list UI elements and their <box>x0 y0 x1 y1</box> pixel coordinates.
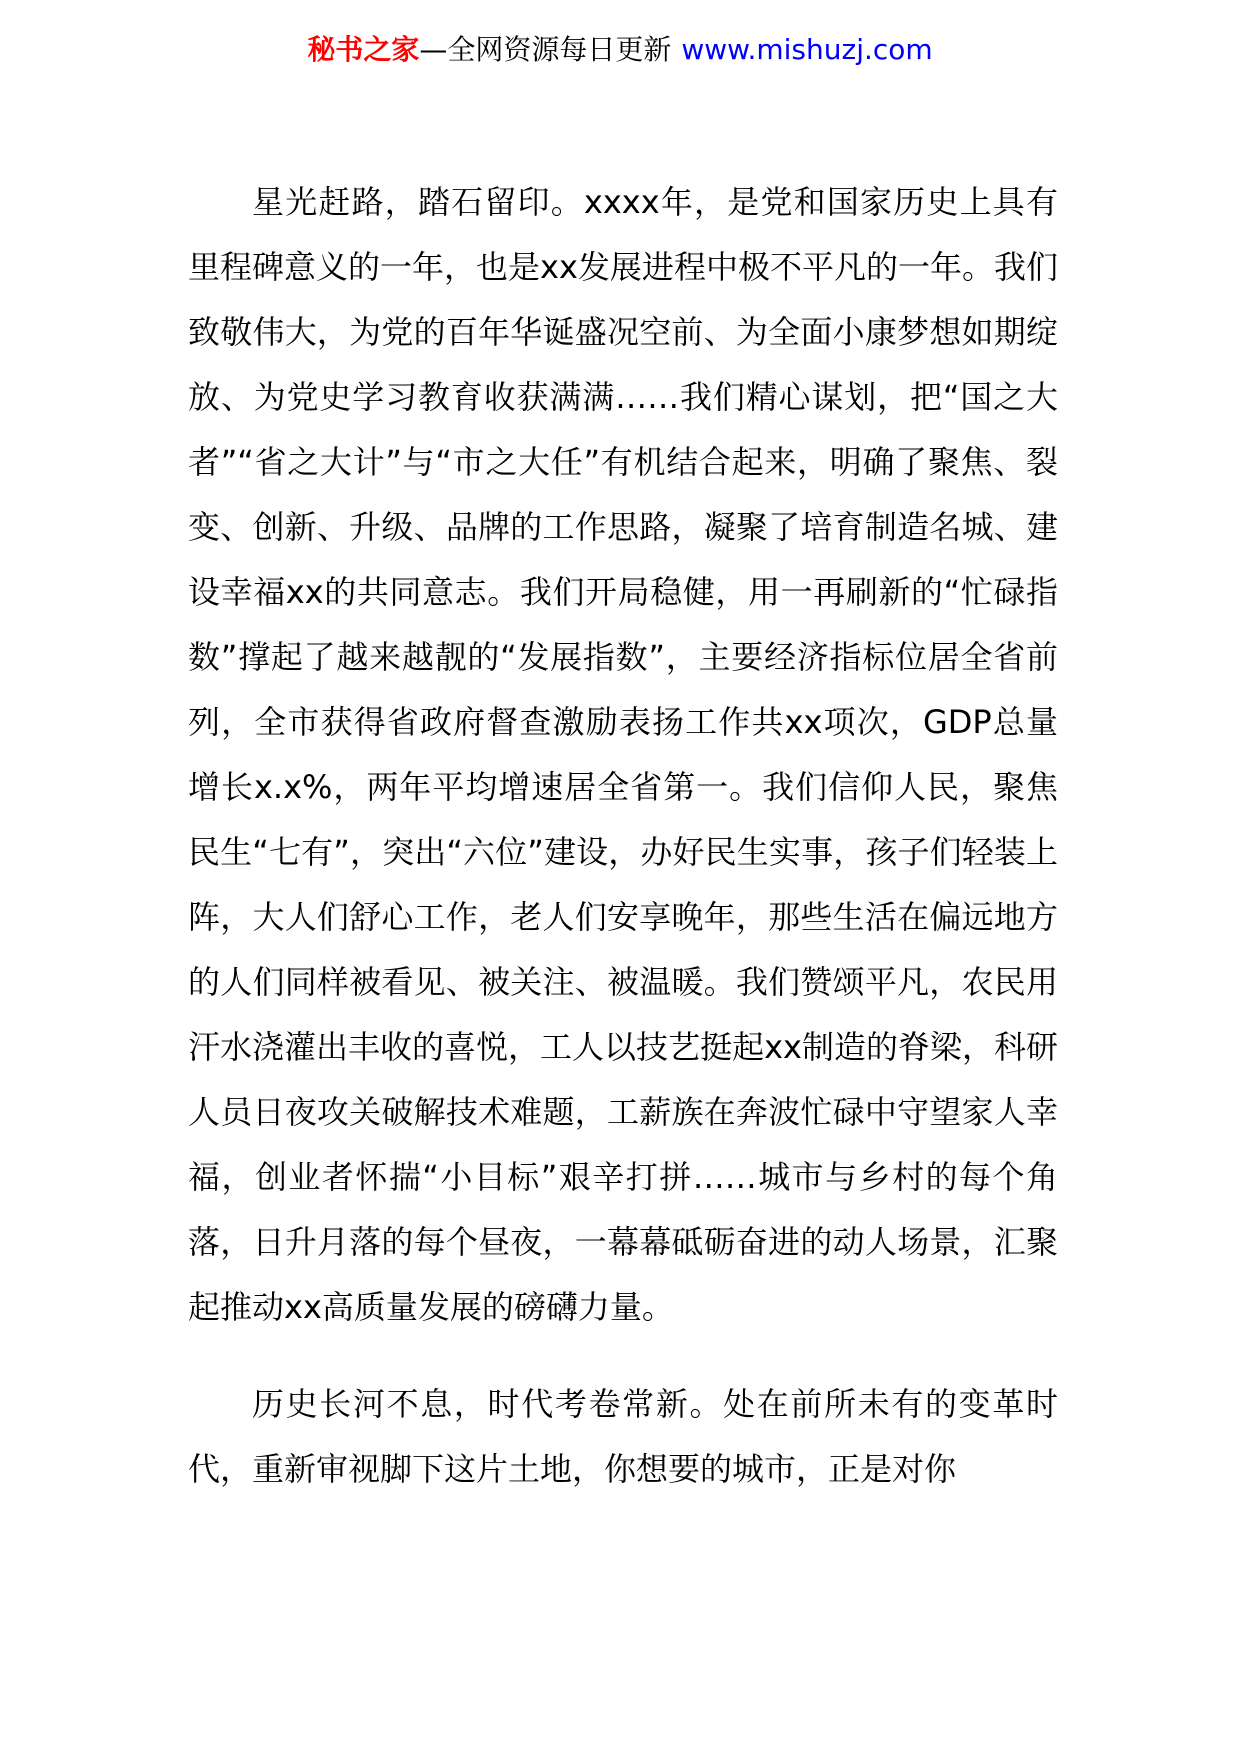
website-link[interactable]: www.mishuzj.com <box>681 33 933 66</box>
paragraph: 星光赶路，踏石留印。xxxx年，是党和国家历史上具有里程碑意义的一年，也是xx发展进程中极不平凡的一年。我们致敬伟大，为党的百年华诞盛况空前、为全面小康梦想如期绽放、为党史学习教育收获满满……我们精心谋划，把“国之大者”“省之大计”与“市之大任”有机结合起来，明确了聚焦、裂变、创新、升级、品牌的工作思路，凝聚了培育制造名城、建设幸福xx的共同意志。我们开局稳健，用一再刷新的“忙碌指数”撑起了越来越靓的“发展指数”，主要经济指标位居全省前列，全市获得省政府督查激励表扬工作共xx项次，GDP总量增长x.x%，两年平均增速居全省第一。我们信仰人民，聚焦民生“七有”，突出“六位”建设，办好民生实事，孩子们轻装上阵，大人们舒心工作，老人们安享晚年，那些生活在偏远地方的人们同样被看见、被关注、被温暖。我们赞颂平凡，农民用汗水浇灌出丰收的喜悦，工人以技艺挺起xx制造的脊梁，科研人员日夜攻关破解技术难题，工薪族在奔波忙碌中守望家人幸福，创业者怀揣“小目标”艰辛打拼……城市与乡村的每个角落，日升月落的每个昼夜，一幕幕砥砺奋进的动人场景，汇聚起推动xx高质量发展的磅礴力量。 <box>188 183 1058 1326</box>
document-body <box>188 170 1058 1502</box>
page-header <box>0 30 1240 70</box>
paragraph: 历史长河不息，时代考卷常新。处在前所未有的变革时代，重新审视脚下这片土地，你想要的城市，正是对你 <box>188 1385 1058 1488</box>
brand-name: 秘书之家 <box>307 33 420 66</box>
header-tagline: —全网资源每日更新 <box>419 33 672 66</box>
